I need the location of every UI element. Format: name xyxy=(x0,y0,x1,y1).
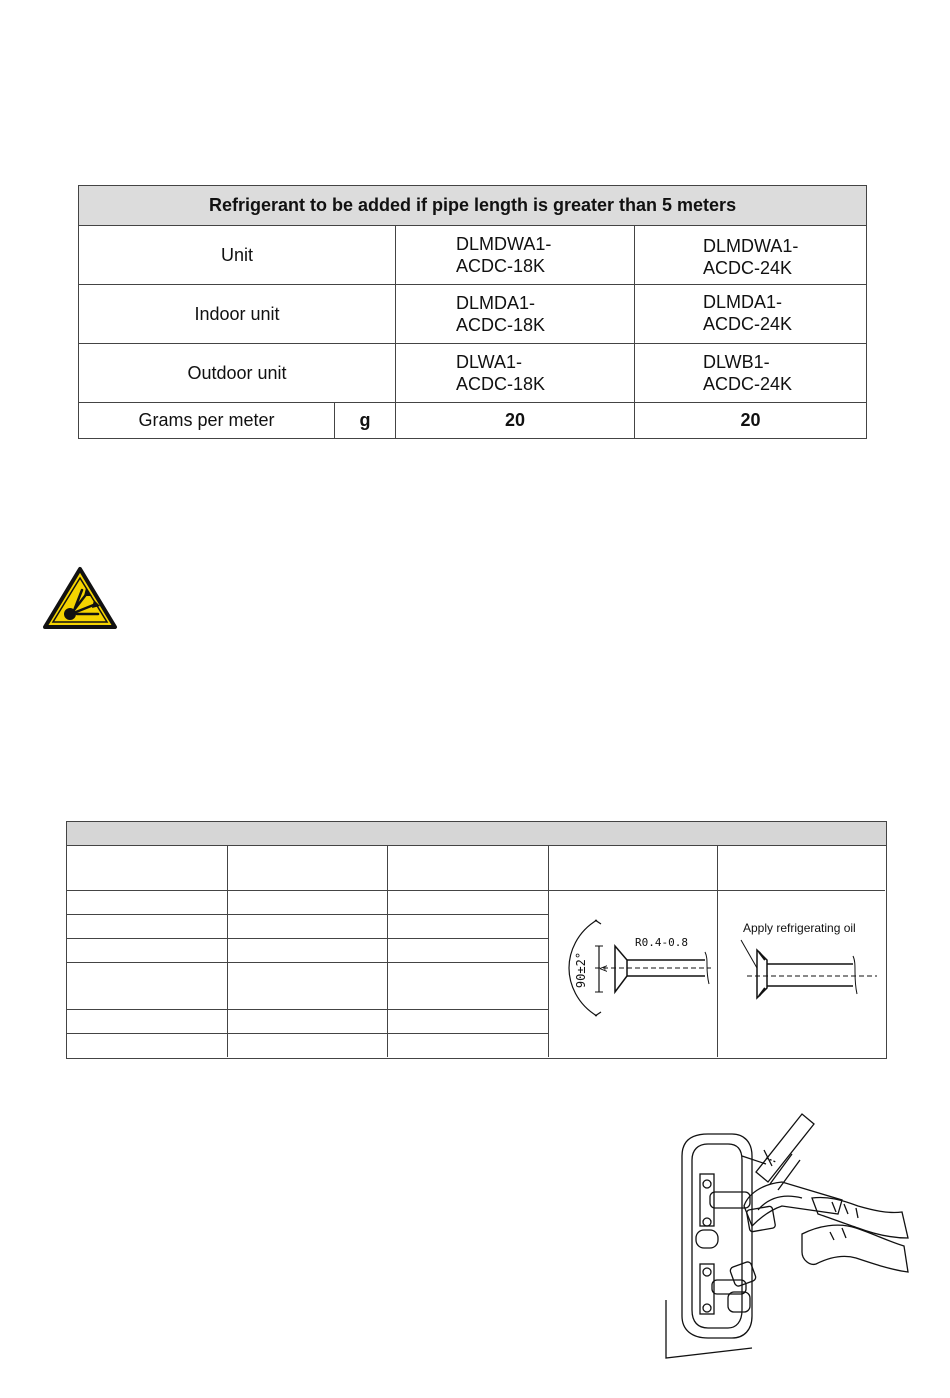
grams-label: Grams per meter xyxy=(79,403,335,439)
grams-unit: g xyxy=(335,403,396,439)
table-row xyxy=(79,226,867,285)
row-label: Outdoor unit xyxy=(79,344,396,403)
flare-table xyxy=(66,821,887,1059)
model-cell: DLWB1- ACDC-24K xyxy=(635,344,867,403)
model-cell: DLWA1- ACDC-18K xyxy=(396,344,635,403)
table-row xyxy=(79,403,867,439)
model-cell: DLMDWA1- ACDC-24K xyxy=(635,226,867,285)
flare-dimension-diagram xyxy=(555,912,715,1024)
model-cell: DLMDA1- ACDC-24K xyxy=(635,285,867,344)
row-label: Unit xyxy=(79,226,396,285)
refrigerant-table xyxy=(78,185,867,439)
model-cell: DLMDA1- ACDC-18K xyxy=(396,285,635,344)
a-label: A xyxy=(599,965,610,972)
grams-value: 20 xyxy=(635,403,867,439)
model-cell: DLMDWA1- ACDC-18K xyxy=(396,226,635,285)
radius-label: R0.4-0.8 xyxy=(635,936,688,949)
wrench-tightening-illustration xyxy=(652,1110,910,1368)
table-row xyxy=(79,285,867,344)
angle-label: 90±2° xyxy=(574,951,588,989)
explosive-hazard-icon xyxy=(42,566,118,630)
row-label: Indoor unit xyxy=(79,285,396,344)
table-row xyxy=(79,344,867,403)
oil-label: Apply refrigerating oil xyxy=(743,921,856,935)
table-title: Refrigerant to be added if pipe length is greater than 5 meters xyxy=(79,186,867,226)
grams-value: 20 xyxy=(396,403,635,439)
oil-diagram xyxy=(727,912,883,1024)
flare-table-header xyxy=(67,822,886,846)
